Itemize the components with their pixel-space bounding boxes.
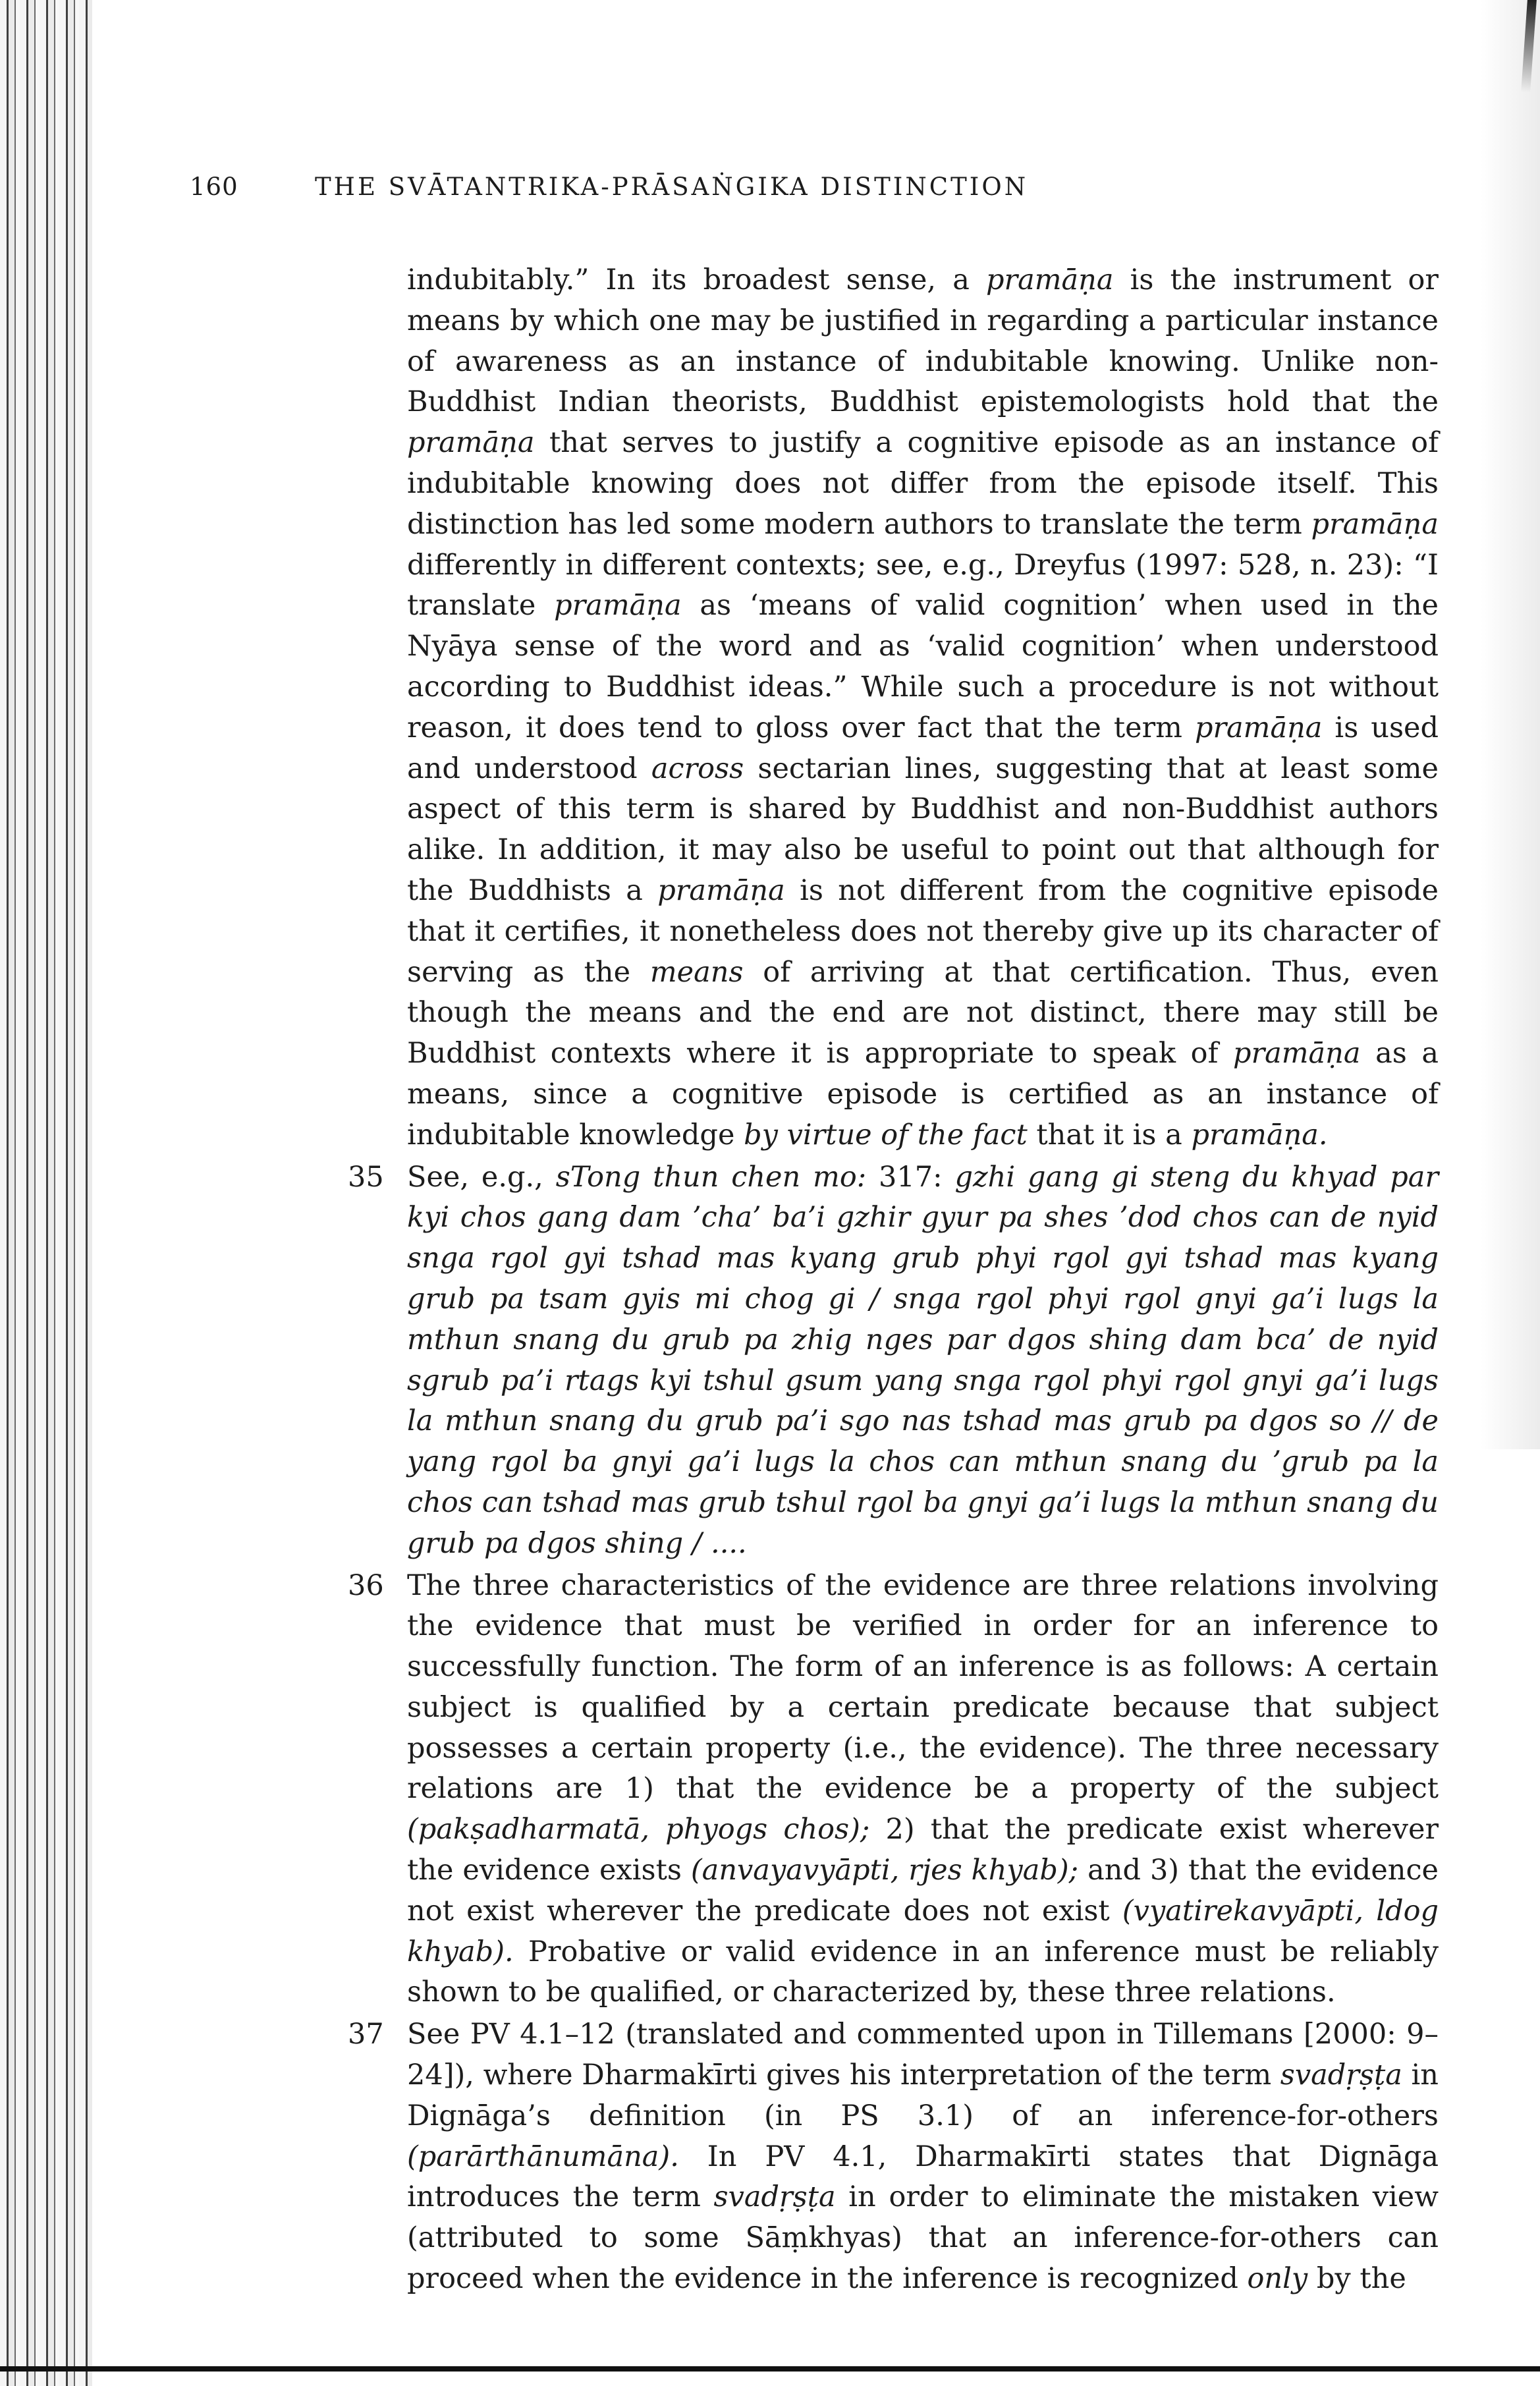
- italic-term: (parārthānumāna).: [407, 2140, 679, 2173]
- italic-term: by virtue of the fact: [744, 1118, 1028, 1151]
- text-run: that serves to justify a cognitive episode as an instance of indubitable knowing does not differ from the episode itself. This distinction has led some modern authors to translate the term: [407, 426, 1439, 541]
- tibetan-quotation: gzhi gang gi steng du khyad par kyi chos gang dam ’cha’ ba’i gzhir gyur pa shes ’dod chos can de nyid snga rgol gyi tshad mas kyang grub phyi rgol gyi tshad mas kyang grub pa tsam gyis mi chog gi / snga rgol phyi rgol gnyi ga’i lugs la mthun snang du grub pa zhig nges par dgos shing dam bca’ de nyid sgrub pa’i rtags kyi tshul gsum yang snga rgol phyi rgol gnyi ga’i lugs la mthun snang du grub pa’i sgo nas tshad mas grub pa dgos so // de yang rgol ba gnyi ga’i lugs la chos can mthun snang du ’grub pa la chos can tshad mas grub tshul rgol ba gnyi ga’i lugs la mthun snang du grub pa dgos shing / ....: [407, 1160, 1439, 1560]
- text-run: is the instrument or means by which one may be justified in regarding a particular instance of awareness as an instance of indubitable knowing. Unlike non-Buddhist Indian theorists, Buddhist epistemologists hold that the: [407, 264, 1439, 419]
- text-run: by the: [1307, 2262, 1406, 2296]
- text-run: is used and understood: [407, 711, 1439, 785]
- text-run: indubitably.” In its broadest sense, a: [407, 264, 986, 296]
- text-run: See PV 4.1–12 (translated and commented upon in Tillemans [2000: 9–24]), where Dharmakīrti gives his interpretation of the term: [407, 2018, 1439, 2092]
- running-title: THE SVĀTANTRIKA-PRĀSAṄGIKA DISTINCTION: [315, 173, 1029, 201]
- endnote-35: [348, 1157, 1439, 1565]
- italic-term: only: [1247, 2262, 1308, 2296]
- text-run: differently in different contexts; see, e.g., Dreyfus (1997: 528, n. 23): “I translate: [407, 548, 1439, 623]
- italic-term: pramāṇa: [657, 874, 785, 907]
- italic-term: pramāṇa: [1194, 711, 1323, 744]
- text-run: sectarian lines, suggesting that at least some aspect of this term is shared by Buddhist and non-Buddhist authors alike. In addition, it may also be useful to point out that although for the Buddhists a: [407, 752, 1439, 907]
- main-text-block: [348, 260, 1439, 2300]
- note-number: 36: [348, 1568, 384, 1602]
- text-run: Probative or valid evidence in an inference must be reliably shown to be qualified, or characterized by, these three relations.: [407, 1935, 1439, 2009]
- note-number: 37: [348, 2018, 384, 2051]
- continued-paragraph: [407, 260, 1439, 1156]
- italic-term: pramāṇa: [1311, 507, 1439, 541]
- endnote-36: [348, 1566, 1439, 2014]
- text-run: 2) that the predicate exist wherever the evidence exists: [407, 1813, 1439, 1887]
- running-head: [190, 173, 1441, 201]
- text-run: in order to eliminate the mistaken view (attributed to some Sāṃkhyas) that an inference-for-others can proceed when the evidence in the inference is recognized: [407, 2180, 1439, 2296]
- italic-term: sTong thun chen mo:: [555, 1160, 867, 1194]
- text-run: The three characteristics of the evidence are three relations involving the evidence that must be verified in order for an inference to successfully function. The form of an inference is as follows: A certain subject is qualified by a certain predicate because that subject possesses a certain property (i.e., the evidence). The three necessary relations are 1) that the evidence be a property of the subject: [407, 1568, 1439, 1806]
- text-run: is not different from the cognitive episode that it certifies, it nonetheless does not thereby give up its character of serving as the: [407, 874, 1439, 989]
- endnote-37: [348, 2014, 1439, 2300]
- scan-edge-shadow: [1481, 0, 1540, 1449]
- italic-term: (anvayavyāpti, rjes khyab);: [690, 1854, 1079, 1887]
- italic-term: (pakṣadharmatā, phyogs chos);: [407, 1813, 870, 1846]
- text-run: in Dignāga’s definition (in PS 3.1) of an inference-for-others: [407, 2059, 1439, 2132]
- text-run: See, e.g.,: [407, 1160, 556, 1194]
- scan-bottom-edge: [0, 2366, 1540, 2372]
- italic-term: svadṛṣṭa: [1280, 2059, 1402, 2092]
- text-run: 317:: [866, 1160, 955, 1194]
- italic-term: svadṛṣṭa: [713, 2180, 836, 2214]
- italic-term: (vyatirekavyāpti, ldog khyab).: [407, 1894, 1439, 1968]
- italic-term: pramāṇa: [407, 426, 535, 460]
- text-run: as ‘means of valid cognition’ when used in the Nyāya sense of the word and as ‘valid cognition’ when understood according to Buddhist ideas.” While such a procedure is not without reason, it does tend to gloss over fact that the term: [407, 589, 1439, 744]
- text-run: as a means, since a cognitive episode is certified as an instance of indubitable knowledge: [407, 1037, 1439, 1151]
- italic-term: pramāṇa: [986, 264, 1114, 296]
- scan-binding-strip: [0, 0, 92, 2386]
- italic-term: pramāṇa.: [1191, 1118, 1328, 1151]
- italic-term: means: [649, 955, 744, 989]
- text-run: of arriving at that certification. Thus, even though the means and the end are not distinct, there may still be Buddhist contexts where it is appropriate to speak of: [407, 955, 1439, 1070]
- page-number: 160: [190, 173, 238, 201]
- text-run: that it is a: [1027, 1118, 1192, 1151]
- text-run: and 3) that the evidence not exist wherever the predicate does not exist: [407, 1854, 1439, 1928]
- text-run: In PV 4.1, Dharmakīrti states that Dignāga introduces the term: [407, 2140, 1439, 2214]
- italic-term: pramāṇa: [1233, 1037, 1361, 1070]
- note-number: 35: [348, 1160, 384, 1194]
- italic-term: across: [651, 752, 744, 785]
- italic-term: pramāṇa: [554, 589, 682, 623]
